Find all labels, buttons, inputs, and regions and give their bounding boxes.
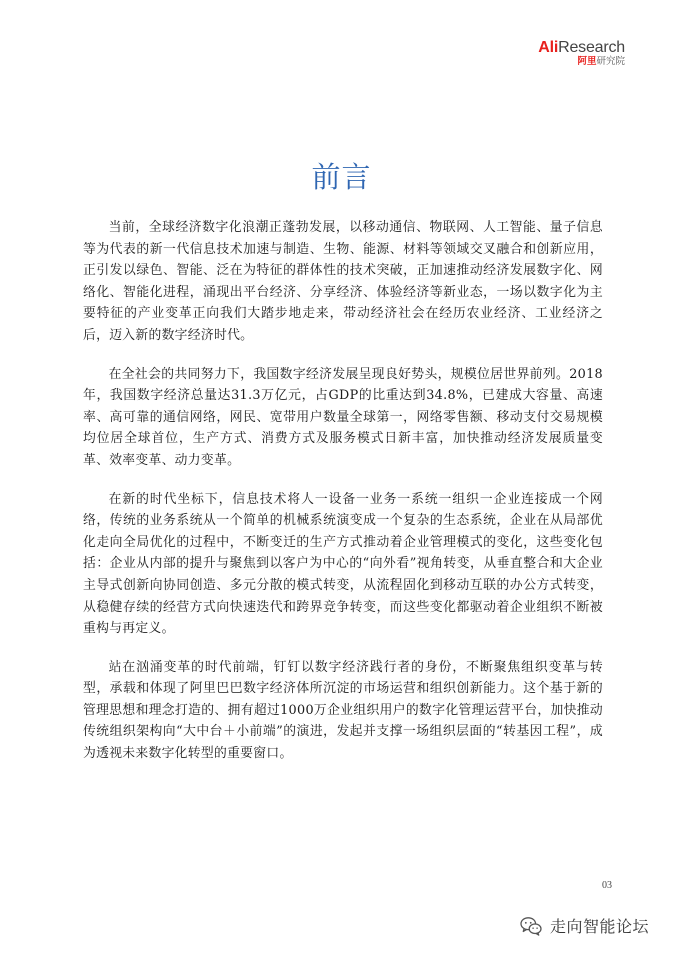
paragraph-1: 当前，全球经济数字化浪潮正蓬勃发展，以移动通信、物联网、人工智能、量子信息等为代表的新一代信息技术加速与制造、生物、能源、材料等领域交叉融合和创新应用，正引发以绿色、智能、泛在为特征的群体性的技术突破，正加速推动经济发展数字化、网络化、智能化进程，涌现出平台经济、分享经济、体验经济等新业态，一场以数字化为主要特征的产业变革正向我们大踏步地走来，带动经济社会在经历农业经济、工业经济之后，迈入新的数字经济时代。 — [83, 220, 603, 343]
logo-wordmark — [538, 40, 625, 56]
page-number: 03 — [602, 880, 612, 891]
logo-sub-ali: 阿里 — [577, 56, 597, 67]
logo-subtitle — [538, 57, 625, 67]
paragraph-2: 在全社会的共同努力下，我国数字经济发展呈现良好势头，规模位居世界前列。2018年，我国数字经济总量达31.3万亿元，占GDP的比重达到34.8%，已建成大容量、高速率、高可靠的通信网络，网民、宽带用户数量全球第一，网络零售额、移动支付交易规模均位居全球首位，生产方式、消费方式及服务模式日新丰富，加快推动经济发展质量变革、效率变革、动力变革。 — [83, 366, 603, 468]
logo-brand-research: Research — [558, 39, 625, 56]
body-text — [83, 217, 603, 782]
logo-brand-ali: Ali — [538, 39, 559, 56]
paragraph-4: 站在汹涌变革的时代前端，钉钉以数字经济践行者的身份，不断聚焦组织变革与转型，承载和体现了阿里巴巴数字经济体所沉淀的市场运营和组织创新能力。这个基于新的管理思想和理念打造的、拥有超过1000万企业组织用户的数字化管理运营平台，加快推动传统组织架构向“大中台＋小前端”的演进，发起并支撑一场组织层面的“转基因工程”，成为透视未来数字化转型的重要窗口。 — [83, 659, 603, 762]
page-title: 前言 — [311, 160, 372, 194]
alresearch-logo — [538, 40, 625, 67]
paragraph-3: 在新的时代坐标下，信息技术将人一设备一业务一系统一组织一企业连接成一个网络，传统的业务系统从一个简单的机械系统演变成一个复杂的生态系统，企业在从局部优化走向全局优化的过程中，不断变迁的生产方式推动着企业管理模式的变化，这些变化包括：企业从内部的提升与聚焦到以客户为中心的“向外看”视角转变，从垂直整合和大企业主导式创新向协同创造、多元分散的模式转变，从流程固化到移动互联的办公方式转变，从稳健存续的经营方式向快速迭代和跨界竞争转变，而这些变化都驱动着企业组织不断被重构与再定义。 — [83, 491, 603, 637]
watermark-text: 走向智能论坛 — [549, 917, 649, 936]
wechat-icon — [520, 916, 542, 936]
logo-sub-institute: 研究院 — [596, 56, 625, 67]
wechat-watermark — [520, 914, 649, 937]
